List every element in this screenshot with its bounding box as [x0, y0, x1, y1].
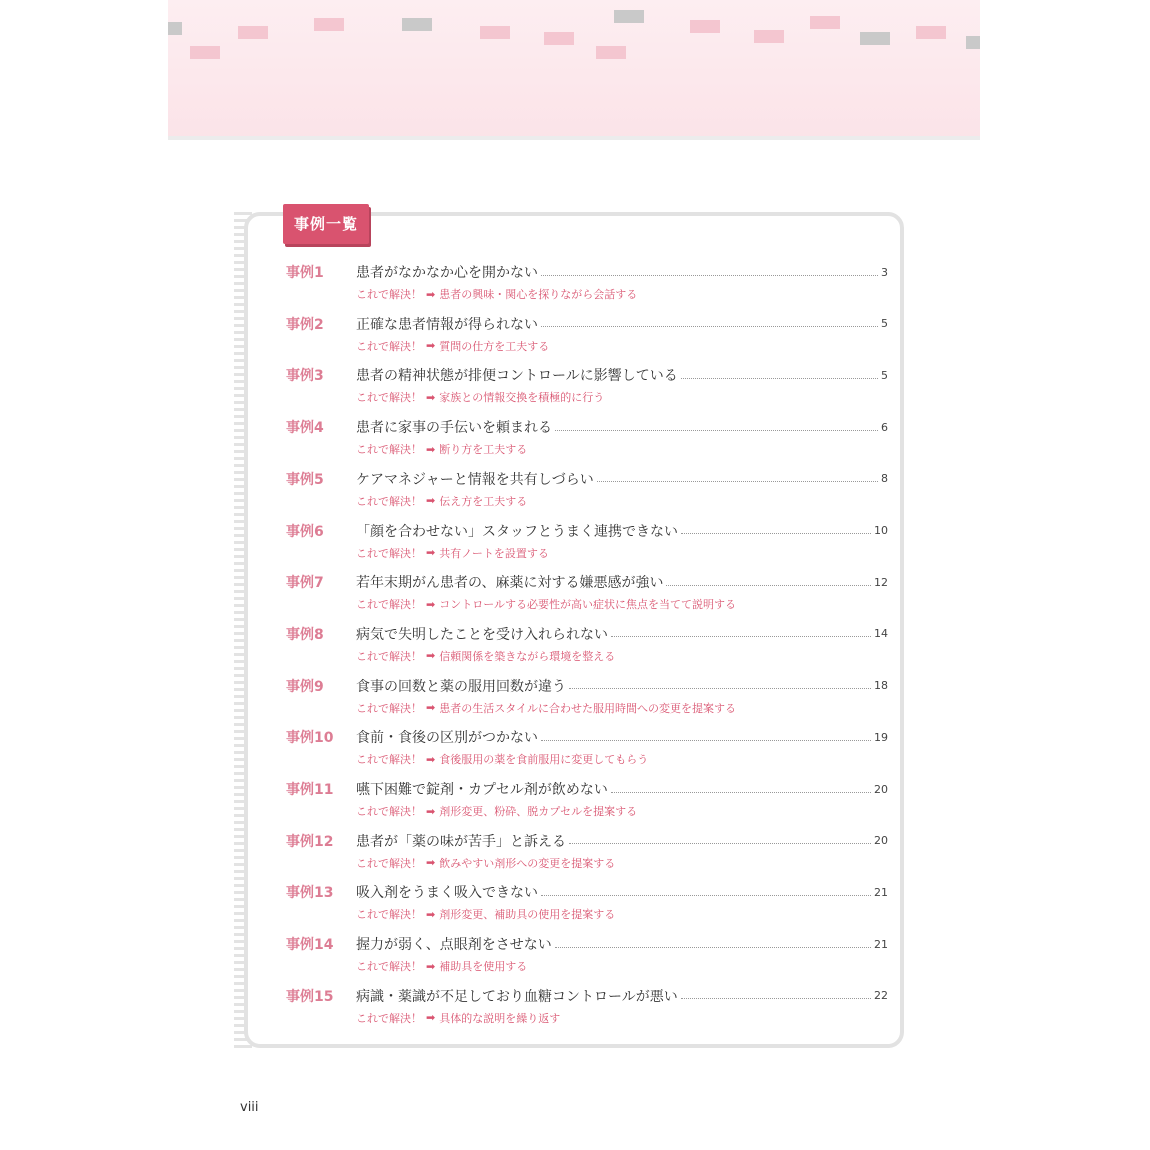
solution-text: 補助具を使用する [439, 960, 528, 974]
case-page-number: 3 [881, 265, 888, 279]
case-title-row [356, 469, 888, 489]
case-entry[interactable] [286, 572, 888, 618]
decor-tile [690, 20, 720, 33]
case-entry[interactable] [286, 676, 888, 722]
solution-prefix: これで解決！ [356, 288, 422, 301]
case-title: 患者に家事の手伝いを頼まれる [356, 420, 552, 437]
page-number: viii [240, 1100, 259, 1115]
case-page-number: 10 [874, 524, 888, 537]
decor-tile [614, 10, 644, 23]
case-entry[interactable] [286, 831, 888, 877]
case-page-number: 19 [874, 730, 888, 744]
arrow-right-icon: ➡ [426, 649, 436, 663]
case-label: 事例9 [286, 678, 324, 695]
case-label: 事例11 [286, 782, 334, 798]
solution-prefix: これで解決！ [356, 494, 422, 508]
case-solution [356, 958, 527, 974]
decor-tile [754, 30, 784, 43]
arrow-right-icon: ➡ [426, 907, 436, 921]
solution-text: 断り方を工夫する [439, 443, 528, 457]
solution-text: 家族との情報交換を積極的に行う [439, 391, 605, 405]
case-entry[interactable] [286, 727, 888, 773]
case-title: 正確な患者情報が得られない [356, 316, 538, 333]
case-label: 事例14 [286, 937, 334, 954]
solution-text: 剤形変更、粉砕、脱カプセルを提案する [439, 805, 638, 818]
case-entry[interactable] [286, 314, 888, 360]
leader-dots [597, 481, 878, 482]
solution-text: 食後服用の薬を食前服用に変更してもらう [439, 753, 649, 767]
decor-tile [238, 26, 268, 39]
case-page-number: 21 [874, 937, 888, 951]
case-label: 事例2 [286, 316, 324, 333]
case-entry[interactable] [286, 521, 888, 567]
leader-dots [666, 585, 871, 586]
solution-prefix: これで解決！ [356, 649, 422, 663]
case-label: 事例3 [286, 368, 324, 385]
case-title: 患者の精神状態が排便コントロールに影響している [356, 368, 678, 385]
case-page-number: 6 [881, 420, 888, 434]
arrow-right-icon: ➡ [426, 287, 436, 301]
leader-dots [555, 947, 871, 948]
case-title-row [356, 521, 888, 541]
case-title: ケアマネジャーと情報を共有しづらい [356, 471, 594, 488]
case-solution [356, 803, 637, 819]
case-label: 事例1 [286, 265, 324, 281]
case-entry[interactable] [286, 365, 888, 411]
solution-prefix: これで解決！ [356, 598, 422, 612]
arrow-right-icon: ➡ [426, 804, 436, 818]
arrow-right-icon: ➡ [426, 390, 436, 404]
case-entry[interactable] [286, 779, 888, 825]
case-title: 患者が「薬の味が苦手」と訴える [356, 833, 566, 850]
case-entry[interactable] [286, 934, 888, 980]
solution-prefix: これで解決！ [356, 805, 422, 818]
leader-dots [681, 533, 871, 534]
case-solution [356, 493, 527, 509]
case-title: 吸入剤をうまく吸入できない [356, 885, 538, 902]
solution-text: 伝え方を工夫する [439, 494, 528, 508]
case-solution [356, 596, 736, 612]
arrow-right-icon: ➡ [426, 959, 436, 973]
case-title-row [356, 727, 888, 747]
solution-prefix: これで解決！ [356, 856, 422, 870]
case-label: 事例5 [286, 471, 324, 488]
decor-tile [480, 26, 510, 39]
case-page-number: 18 [874, 679, 888, 693]
case-solution [356, 906, 615, 922]
decor-tile [544, 32, 574, 45]
arrow-right-icon: ➡ [426, 1011, 436, 1025]
case-title: 嚥下困難で錠剤・カプセル剤が飲めない [356, 782, 608, 798]
case-title-row [356, 262, 888, 282]
solution-prefix: これで解決！ [356, 1011, 422, 1025]
case-title: 患者がなかなか心を開かない [356, 265, 538, 281]
case-entry[interactable] [286, 986, 888, 1032]
case-title-row [356, 624, 888, 644]
case-page-number: 20 [874, 834, 888, 848]
case-label: 事例12 [286, 833, 334, 850]
case-title: 食前・食後の区別がつかない [356, 730, 538, 747]
arrow-right-icon: ➡ [426, 701, 436, 715]
solution-prefix: これで解決！ [356, 960, 422, 974]
case-page-number: 5 [881, 317, 888, 331]
arrow-right-icon: ➡ [426, 546, 436, 559]
case-page-number: 12 [874, 575, 888, 589]
decor-tile [168, 22, 182, 35]
case-solution [356, 700, 736, 716]
case-title: 病識・薬識が不足しており血糖コントロールが悪い [356, 988, 678, 1005]
solution-prefix: これで解決！ [356, 908, 422, 922]
case-page-number: 22 [874, 989, 888, 1003]
solution-text: 共有ノートを設置する [439, 546, 549, 560]
case-label: 事例4 [286, 420, 324, 437]
leader-dots [541, 740, 871, 741]
case-label: 事例15 [286, 988, 334, 1005]
decor-tile [314, 18, 344, 31]
case-title-row [356, 779, 888, 799]
decor-tile [596, 46, 626, 59]
solution-prefix: これで解決！ [356, 339, 422, 353]
case-solution [356, 751, 648, 767]
case-title-row [356, 831, 888, 851]
case-title-row [356, 882, 888, 902]
leader-dots [611, 792, 871, 793]
case-solution [356, 338, 549, 354]
case-page-number: 5 [881, 368, 888, 382]
solution-prefix: これで解決！ [356, 753, 422, 767]
decor-tile [190, 46, 220, 59]
decor-tile [810, 16, 840, 29]
case-page-number: 21 [874, 885, 888, 899]
solution-text: 患者の生活スタイルに合わせた服用時間への変更を提案する [439, 701, 736, 715]
leader-dots [611, 636, 871, 637]
case-solution [356, 648, 615, 664]
page-title: 事例一覧 [293, 215, 358, 233]
case-entry[interactable] [286, 417, 888, 463]
case-entry[interactable] [286, 882, 888, 928]
case-title: 食事の回数と薬の服用回数が違う [356, 678, 566, 695]
case-title-row [356, 314, 888, 334]
case-solution [356, 1010, 560, 1026]
leader-dots [555, 430, 878, 431]
decor-tile [860, 32, 890, 45]
case-title: 病気で失明したことを受け入れられない [356, 626, 608, 643]
arrow-right-icon: ➡ [426, 856, 436, 870]
solution-text: 飲みやすい剤形への変更を提案する [439, 856, 616, 870]
decor-tile [966, 36, 980, 49]
case-title-row [356, 572, 888, 592]
case-title-row [356, 676, 888, 696]
case-page-number: 8 [881, 472, 888, 486]
solution-text: 患者の興味・関心を探りながら会話する [439, 288, 638, 301]
case-title: 握力が弱く、点眼剤をさせない [356, 937, 552, 954]
case-title-row [356, 986, 888, 1006]
decor-tile [402, 18, 432, 31]
solution-text: コントロールする必要性が高い症状に焦点を当てて説明する [439, 598, 736, 612]
solution-text: 質問の仕方を工夫する [439, 339, 550, 353]
solution-prefix: これで解決！ [356, 546, 422, 560]
header-band [168, 0, 980, 140]
leader-dots [569, 688, 871, 689]
case-entry[interactable] [286, 469, 888, 515]
case-title-row [356, 934, 888, 954]
case-title: 若年末期がん患者の、麻薬に対する嫌悪感が強い [356, 575, 664, 592]
arrow-right-icon: ➡ [426, 752, 436, 766]
solution-text: 剤形変更、補助具の使用を提案する [439, 908, 616, 922]
case-page-number: 20 [874, 782, 888, 796]
solution-prefix: これで解決！ [356, 701, 422, 715]
case-solution [356, 286, 637, 302]
solution-text: 信頼関係を築きながら環境を整える [439, 649, 616, 663]
case-page-number: 14 [874, 627, 888, 641]
case-solution [356, 441, 527, 457]
leader-dots [569, 843, 871, 844]
case-entry[interactable] [286, 624, 888, 670]
arrow-right-icon: ➡ [426, 494, 436, 508]
leader-dots [681, 378, 878, 379]
case-solution [356, 389, 604, 405]
case-list-title-tab [283, 204, 369, 244]
solution-text: 具体的な説明を繰り返す [439, 1011, 561, 1025]
case-solution [356, 855, 615, 871]
solution-prefix: これで解決！ [356, 391, 422, 405]
solution-prefix: これで解決！ [356, 443, 422, 457]
case-label: 事例6 [286, 523, 324, 540]
case-label: 事例10 [286, 730, 334, 747]
leader-dots [541, 895, 871, 896]
case-entry[interactable] [286, 262, 888, 308]
leader-dots [681, 998, 871, 999]
decor-tile [916, 26, 946, 39]
arrow-right-icon: ➡ [426, 597, 436, 611]
arrow-right-icon: ➡ [426, 442, 436, 456]
case-label: 事例13 [286, 885, 334, 902]
case-solution [356, 545, 549, 561]
case-title: 「顔を合わせない」スタッフとうまく連携できない [356, 523, 678, 540]
case-title-row [356, 417, 888, 437]
leader-dots [541, 275, 878, 276]
leader-dots [541, 326, 878, 327]
case-title-row [356, 365, 888, 385]
case-label: 事例7 [286, 575, 324, 592]
case-label: 事例8 [286, 626, 324, 643]
arrow-right-icon: ➡ [426, 339, 436, 353]
